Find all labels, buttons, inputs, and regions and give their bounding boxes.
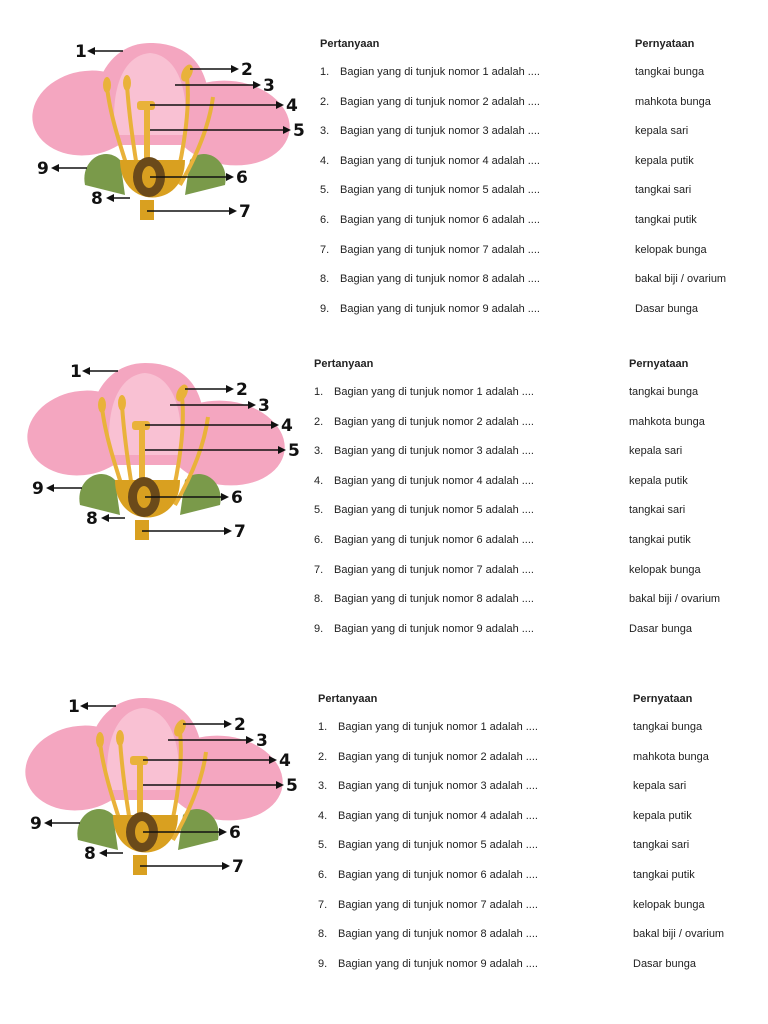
worksheet-section-3 — [0, 685, 768, 1015]
question-row — [314, 504, 534, 516]
statement-item: tangkai bunga — [633, 721, 703, 733]
question-row — [314, 445, 534, 457]
label-7: 7 — [239, 202, 251, 222]
question-number: 3. — [314, 445, 324, 458]
question-row — [314, 623, 534, 635]
question-row — [320, 125, 540, 137]
label-4: 4 — [279, 751, 291, 771]
question-number: 1. — [318, 721, 328, 733]
question-row — [314, 386, 534, 398]
question-text: Bagian yang di tunjuk nomor 8 adalah .... — [334, 593, 534, 606]
statement-item: tangkai sari — [629, 504, 686, 517]
question-number: 1. — [320, 66, 330, 78]
question-row — [318, 810, 538, 822]
label-5: 5 — [286, 776, 298, 796]
statement-item: kepala putik — [633, 809, 692, 822]
question-text: Bagian yang di tunjuk nomor 3 adalah .... — [340, 125, 540, 138]
question-text: Bagian yang di tunjuk nomor 9 adalah .... — [338, 957, 538, 970]
statement-item: kepala sari — [633, 780, 687, 793]
question-number: 2. — [318, 750, 328, 763]
question-text: Bagian yang di tunjuk nomor 7 adalah .... — [338, 898, 538, 911]
question-number: 6. — [320, 214, 330, 226]
question-number: 9. — [320, 302, 330, 315]
question-number: 2. — [314, 415, 324, 428]
question-row — [318, 780, 538, 792]
statement-header: Pernyataan — [633, 693, 693, 705]
question-number: 4. — [314, 474, 324, 487]
question-row — [318, 751, 538, 763]
question-text: Bagian yang di tunjuk nomor 4 adalah .... — [340, 154, 540, 167]
question-number: 1. — [314, 386, 324, 398]
question-header: Pertanyaan — [314, 358, 374, 370]
label-3: 3 — [258, 396, 270, 416]
question-text: Bagian yang di tunjuk nomor 6 adalah .... — [338, 869, 538, 881]
question-number: 5. — [314, 504, 324, 517]
label-2: 2 — [241, 60, 253, 80]
question-text: Bagian yang di tunjuk nomor 9 adalah .... — [334, 622, 534, 635]
question-number: 7. — [314, 563, 324, 576]
label-9: 9 — [37, 159, 49, 179]
question-number: 7. — [320, 243, 330, 256]
question-number: 8. — [320, 273, 330, 286]
question-text: Bagian yang di tunjuk nomor 1 adalah .... — [334, 386, 534, 398]
question-row — [318, 899, 538, 911]
question-row — [318, 869, 538, 881]
label-6: 6 — [229, 823, 241, 843]
flower-diagram — [18, 690, 318, 890]
statement-item: kelopak bunga — [629, 563, 701, 576]
question-row — [320, 184, 540, 196]
question-row — [314, 564, 534, 576]
question-text: Bagian yang di tunjuk nomor 5 adalah .... — [340, 184, 540, 197]
statement-header: Pernyataan — [635, 38, 695, 50]
question-text: Bagian yang di tunjuk nomor 7 adalah .... — [340, 243, 540, 256]
label-1: 1 — [75, 42, 87, 62]
question-row — [320, 66, 540, 78]
question-text: Bagian yang di tunjuk nomor 6 adalah .... — [334, 534, 534, 546]
flower-illustration — [20, 355, 320, 555]
statement-item: Dasar bunga — [633, 957, 696, 970]
question-row — [320, 155, 540, 167]
question-text: Bagian yang di tunjuk nomor 4 adalah .... — [334, 474, 534, 487]
statement-item: tangkai putik — [633, 869, 695, 881]
worksheet-section-1 — [0, 30, 768, 360]
question-number: 6. — [314, 534, 324, 546]
question-text: Bagian yang di tunjuk nomor 5 adalah .... — [338, 839, 538, 852]
question-number: 7. — [318, 898, 328, 911]
statement-item: kepala sari — [629, 445, 683, 458]
question-row — [314, 475, 534, 487]
label-3: 3 — [263, 76, 275, 96]
label-7: 7 — [232, 857, 244, 877]
question-number: 9. — [318, 957, 328, 970]
question-number: 4. — [320, 154, 330, 167]
flower-illustration — [18, 690, 318, 890]
statement-item: kepala putik — [635, 154, 694, 167]
label-9: 9 — [32, 479, 44, 499]
label-8: 8 — [91, 189, 103, 209]
statement-item: kelopak bunga — [635, 243, 707, 256]
question-text: Bagian yang di tunjuk nomor 2 adalah .... — [340, 95, 540, 108]
question-number: 3. — [320, 125, 330, 138]
question-text: Bagian yang di tunjuk nomor 1 adalah .... — [338, 721, 538, 733]
question-text: Bagian yang di tunjuk nomor 4 adalah .... — [338, 809, 538, 822]
question-row — [320, 273, 540, 285]
label-4: 4 — [286, 96, 298, 116]
label-1: 1 — [68, 697, 80, 717]
statement-item: mahkota bunga — [629, 415, 705, 428]
question-text: Bagian yang di tunjuk nomor 5 adalah .... — [334, 504, 534, 517]
question-number: 6. — [318, 869, 328, 881]
question-row — [320, 303, 540, 315]
statement-item: mahkota bunga — [633, 750, 709, 763]
question-number: 5. — [320, 184, 330, 197]
question-text: Bagian yang di tunjuk nomor 3 adalah .... — [338, 780, 538, 793]
label-4: 4 — [281, 416, 293, 436]
question-row — [320, 214, 540, 226]
question-number: 8. — [314, 593, 324, 606]
question-number: 4. — [318, 809, 328, 822]
label-5: 5 — [293, 121, 305, 141]
label-3: 3 — [256, 731, 268, 751]
label-9: 9 — [30, 814, 42, 834]
worksheet-section-2 — [0, 350, 768, 680]
question-row — [318, 928, 538, 940]
question-row — [314, 593, 534, 605]
statement-item: kepala putik — [629, 474, 688, 487]
question-text: Bagian yang di tunjuk nomor 7 adalah .... — [334, 563, 534, 576]
statement-item: kepala sari — [635, 125, 689, 138]
label-1: 1 — [70, 362, 82, 382]
statement-item: bakal biji / ovarium — [633, 928, 725, 941]
question-row — [314, 534, 534, 546]
statement-item: mahkota bunga — [635, 95, 711, 108]
statement-item: tangkai putik — [635, 214, 697, 226]
question-text: Bagian yang di tunjuk nomor 2 adalah .... — [338, 750, 538, 763]
label-8: 8 — [84, 844, 96, 864]
question-text: Bagian yang di tunjuk nomor 2 adalah .... — [334, 415, 534, 428]
question-text: Bagian yang di tunjuk nomor 8 adalah .... — [338, 928, 538, 941]
question-number: 8. — [318, 928, 328, 941]
question-row — [318, 958, 538, 970]
statement-item: bakal biji / ovarium — [629, 593, 721, 606]
label-8: 8 — [86, 509, 98, 529]
statement-item: tangkai putik — [629, 534, 691, 546]
label-6: 6 — [231, 488, 243, 508]
question-number: 2. — [320, 95, 330, 108]
question-row — [314, 416, 534, 428]
question-number: 3. — [318, 780, 328, 793]
question-row — [320, 244, 540, 256]
flower-illustration — [25, 35, 325, 235]
statement-item: kelopak bunga — [633, 898, 705, 911]
label-6: 6 — [236, 168, 248, 188]
statement-item: bakal biji / ovarium — [635, 273, 727, 286]
question-text: Bagian yang di tunjuk nomor 6 adalah .... — [340, 214, 540, 226]
question-text: Bagian yang di tunjuk nomor 8 adalah .... — [340, 273, 540, 286]
statement-item: Dasar bunga — [629, 622, 692, 635]
statement-item: tangkai bunga — [629, 386, 699, 398]
label-7: 7 — [234, 522, 246, 542]
question-text: Bagian yang di tunjuk nomor 9 adalah .... — [340, 302, 540, 315]
question-header: Pertanyaan — [320, 38, 380, 50]
statement-item: tangkai sari — [635, 184, 692, 197]
question-text: Bagian yang di tunjuk nomor 3 adalah .... — [334, 445, 534, 458]
question-text: Bagian yang di tunjuk nomor 1 adalah .... — [340, 66, 540, 78]
statement-header: Pernyataan — [629, 358, 689, 370]
question-row — [320, 96, 540, 108]
label-2: 2 — [234, 715, 246, 735]
question-row — [318, 721, 538, 733]
question-number: 9. — [314, 622, 324, 635]
question-header: Pertanyaan — [318, 693, 378, 705]
flower-diagram — [20, 355, 320, 555]
flower-diagram — [25, 35, 325, 235]
question-row — [318, 839, 538, 851]
statement-item: Dasar bunga — [635, 302, 698, 315]
label-5: 5 — [288, 441, 300, 461]
statement-item: tangkai sari — [633, 839, 690, 852]
question-number: 5. — [318, 839, 328, 852]
label-2: 2 — [236, 380, 248, 400]
statement-item: tangkai bunga — [635, 66, 705, 78]
